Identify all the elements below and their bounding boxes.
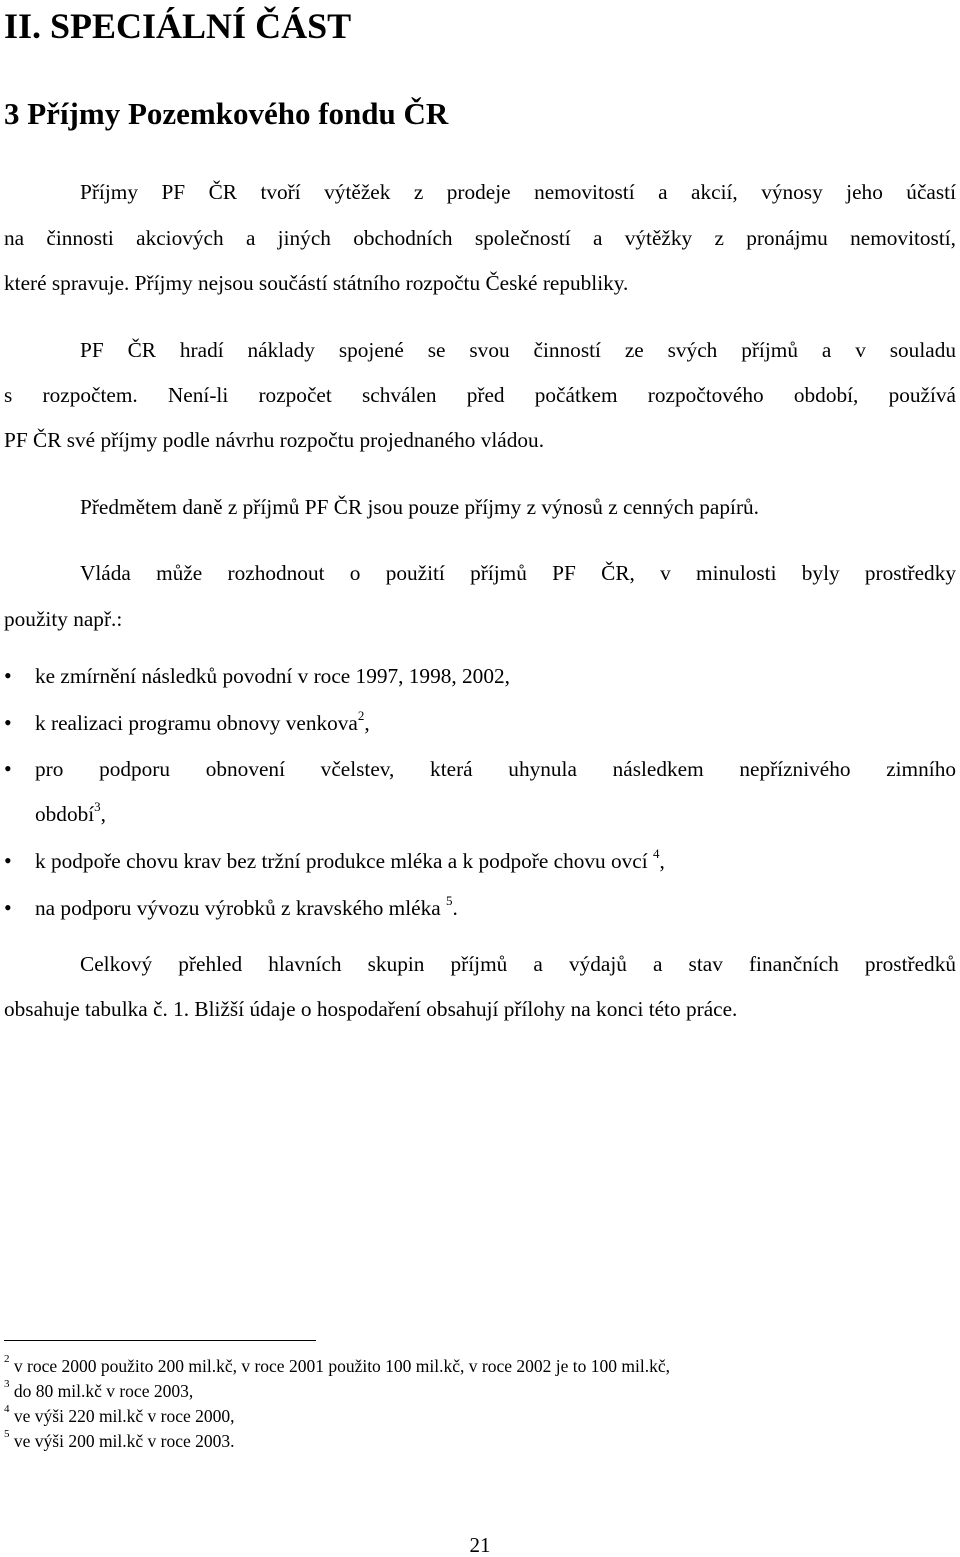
footnote-3 xyxy=(4,1380,193,1402)
para1-line3: které spravuje. Příjmy nejsou součástí státního rozpočtu České republiky. xyxy=(4,271,629,295)
section-title: II. SPECIÁLNÍ ČÁST xyxy=(4,6,352,46)
para3-line1: Předmětem daně z příjmů PF ČR jsou pouze příjmy z výnosů z cenných papírů. xyxy=(80,495,760,519)
chapter-title: 3 Příjmy Pozemkového fondu ČR xyxy=(4,96,449,131)
para5-line2: obsahuje tabulka č. 1. Bližší údaje o hospodaření obsahují přílohy na konci této práce. xyxy=(4,997,738,1021)
bullet-icon: • xyxy=(4,895,12,920)
footnote-ref-4[interactable]: 4 xyxy=(653,845,660,861)
bullet-4-tail: , xyxy=(659,849,665,873)
footnote-4 xyxy=(4,1405,235,1427)
para1-line1: Příjmy PF ČR tvoří výtěžek z prodeje nemovitostí a akcií, výnosy jeho účastí xyxy=(80,180,956,204)
footnote-ref-2[interactable]: 2 xyxy=(357,707,365,723)
bullet-3-line2 xyxy=(35,800,106,828)
bullet-3-line1: pro podporu obnovení včelstev, která uhynula následkem nepříznivého zimního xyxy=(35,757,956,781)
footnote-text: v roce 2000 použito 200 mil.kč, v roce 2001 použito 100 mil.kč, v roce 2002 je to 100 mil.kč, xyxy=(9,1356,670,1376)
para2-line2: s rozpočtem. Není-li rozpočet schválen před počátkem rozpočtového období, používá xyxy=(4,383,956,407)
footnote-2 xyxy=(4,1355,670,1377)
footnote-ref-5[interactable]: 5 xyxy=(446,892,453,908)
para5-line1: Celkový přehled hlavních skupin příjmů a výdajů a stav finančních prostředků xyxy=(80,952,956,976)
para2-line1: PF ČR hradí náklady spojené se svou činností ze svých příjmů a v souladu xyxy=(80,338,956,362)
para2-line3: PF ČR své příjmy podle návrhu rozpočtu projednaného vládou. xyxy=(4,428,545,452)
bullet-icon: • xyxy=(4,663,12,688)
bullet-4-text: k podpoře chovu krav bez tržní produkce mléka a k podpoře chovu ovcí xyxy=(35,849,653,873)
bullet-4 xyxy=(35,847,665,875)
footnote-text: ve výši 220 mil.kč v roce 2000, xyxy=(9,1406,235,1426)
para4-line2: použity např.: xyxy=(4,607,123,631)
bullet-icon: • xyxy=(4,756,12,781)
bullet-3-text: období xyxy=(35,802,95,826)
footnote-number: 4 xyxy=(4,1403,10,1416)
page-number: 21 xyxy=(469,1533,491,1557)
bullet-2 xyxy=(35,709,370,737)
footnote-5 xyxy=(4,1430,235,1452)
footnote-text: ve výši 200 mil.kč v roce 2003. xyxy=(9,1431,235,1451)
footnote-separator xyxy=(4,1340,316,1341)
para1-line2: na činnosti akciových a jiných obchodních společností a výtěžky z pronájmu nemovitostí, xyxy=(4,226,956,250)
bullet-1: ke zmírnění následků povodní v roce 1997, 1998, 2002, xyxy=(35,664,510,688)
bullet-5 xyxy=(35,894,458,922)
footnote-number: 2 xyxy=(4,1353,10,1366)
bullet-icon: • xyxy=(4,848,12,873)
bullet-icon: • xyxy=(4,710,12,735)
bullet-5-tail: . xyxy=(452,896,458,920)
bullet-2-tail: , xyxy=(364,711,370,735)
footnote-number: 5 xyxy=(4,1428,10,1441)
footnote-text: do 80 mil.kč v roce 2003, xyxy=(9,1381,194,1401)
para4-line1: Vláda může rozhodnout o použití příjmů PF ČR, v minulosti byly prostředky xyxy=(80,561,956,585)
bullet-5-text: na podporu vývozu výrobků z kravského mléka xyxy=(35,896,447,920)
footnote-number: 3 xyxy=(4,1378,10,1391)
bullet-2-text: k realizaci programu obnovy venkova xyxy=(35,711,358,735)
bullet-3-tail: , xyxy=(100,802,106,826)
footnote-ref-3[interactable]: 3 xyxy=(94,798,101,814)
